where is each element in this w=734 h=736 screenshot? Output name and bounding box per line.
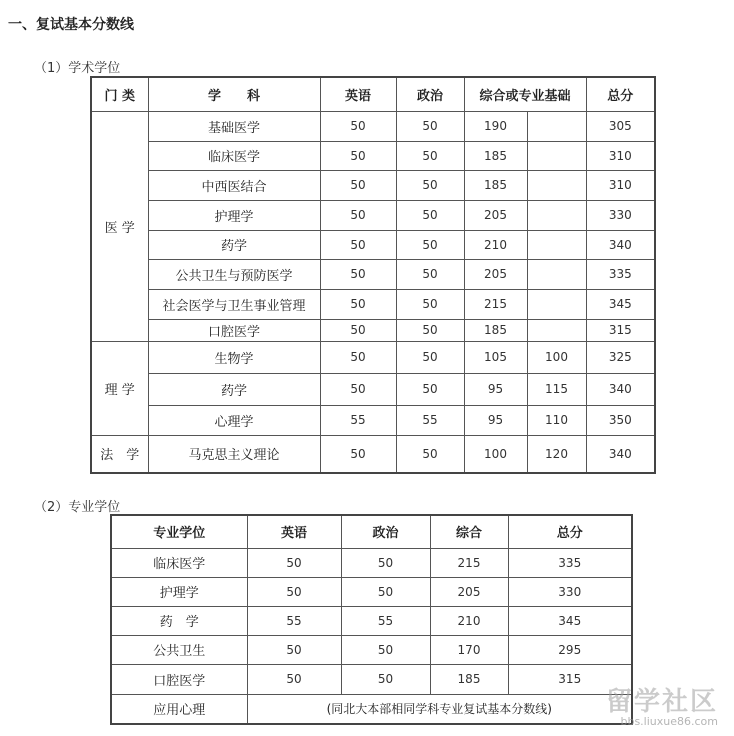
degree-cell: 临床医学 bbox=[111, 548, 247, 577]
comp2-cell bbox=[527, 141, 586, 170]
politics-cell: 55 bbox=[396, 405, 464, 435]
table-row bbox=[111, 694, 632, 724]
total-cell: 350 bbox=[586, 405, 655, 435]
section-title: 一、复试基本分数线 bbox=[8, 17, 134, 33]
comp2-cell bbox=[527, 170, 586, 200]
subject-cell: 药学 bbox=[148, 230, 320, 259]
professional-degree-table bbox=[110, 514, 633, 725]
table-row bbox=[111, 548, 632, 577]
header-category: 门 类 bbox=[91, 77, 148, 111]
english-cell: 50 bbox=[320, 230, 396, 259]
category-law: 法 学 bbox=[91, 435, 148, 473]
comp1-cell: 185 bbox=[464, 319, 527, 341]
category-science: 理 学 bbox=[91, 341, 148, 435]
comp2-cell: 120 bbox=[527, 435, 586, 473]
total-cell: 340 bbox=[586, 230, 655, 259]
english-cell: 50 bbox=[320, 111, 396, 141]
comp-cell: 210 bbox=[430, 606, 508, 635]
comp-cell: 185 bbox=[430, 664, 508, 694]
header-english: 英语 bbox=[247, 515, 341, 548]
subject-cell: 口腔医学 bbox=[148, 319, 320, 341]
watermark-logo: 留学社区 bbox=[605, 687, 718, 717]
academic-header-row bbox=[91, 77, 655, 111]
watermark-url: bbs.liuxue86.com bbox=[620, 715, 718, 728]
total-cell: 340 bbox=[586, 373, 655, 405]
comp-cell: 215 bbox=[430, 548, 508, 577]
comp2-cell bbox=[527, 200, 586, 230]
header-degree: 专业学位 bbox=[111, 515, 247, 548]
table-row bbox=[111, 606, 632, 635]
degree-cell: 公共卫生 bbox=[111, 635, 247, 664]
academic-subtitle: （1）学术学位 bbox=[34, 61, 121, 76]
politics-cell: 50 bbox=[396, 319, 464, 341]
english-cell: 50 bbox=[320, 319, 396, 341]
table-row bbox=[91, 170, 655, 200]
header-subject: 学 科 bbox=[148, 77, 320, 111]
total-cell: 325 bbox=[586, 341, 655, 373]
comp1-cell: 185 bbox=[464, 170, 527, 200]
table-row bbox=[91, 373, 655, 405]
politics-cell: 50 bbox=[396, 289, 464, 319]
politics-cell: 50 bbox=[396, 111, 464, 141]
comp1-cell: 210 bbox=[464, 230, 527, 259]
politics-cell: 50 bbox=[396, 200, 464, 230]
degree-cell: 药 学 bbox=[111, 606, 247, 635]
english-cell: 50 bbox=[320, 435, 396, 473]
comp1-cell: 100 bbox=[464, 435, 527, 473]
total-cell: 340 bbox=[586, 435, 655, 473]
comp1-cell: 205 bbox=[464, 200, 527, 230]
politics-cell: 50 bbox=[396, 259, 464, 289]
total-cell: 335 bbox=[586, 259, 655, 289]
subject-cell: 基础医学 bbox=[148, 111, 320, 141]
politics-cell: 50 bbox=[341, 548, 430, 577]
subject-cell: 社会医学与卫生事业管理 bbox=[148, 289, 320, 319]
total-cell: 330 bbox=[586, 200, 655, 230]
english-cell: 55 bbox=[320, 405, 396, 435]
english-cell: 50 bbox=[247, 664, 341, 694]
comp2-cell bbox=[527, 111, 586, 141]
english-cell: 50 bbox=[247, 577, 341, 606]
english-cell: 50 bbox=[320, 341, 396, 373]
total-cell: 345 bbox=[586, 289, 655, 319]
comp2-cell bbox=[527, 230, 586, 259]
comp1-cell: 105 bbox=[464, 341, 527, 373]
subject-cell: 药学 bbox=[148, 373, 320, 405]
politics-cell: 50 bbox=[396, 341, 464, 373]
subject-cell: 公共卫生与预防医学 bbox=[148, 259, 320, 289]
politics-cell: 50 bbox=[396, 373, 464, 405]
subject-cell: 马克思主义理论 bbox=[148, 435, 320, 473]
politics-cell: 50 bbox=[341, 664, 430, 694]
politics-cell: 55 bbox=[341, 606, 430, 635]
header-total: 总分 bbox=[508, 515, 632, 548]
table-row bbox=[91, 319, 655, 341]
comp1-cell: 190 bbox=[464, 111, 527, 141]
comp-cell: 205 bbox=[430, 577, 508, 606]
professional-header-row bbox=[111, 515, 632, 548]
comp1-cell: 185 bbox=[464, 141, 527, 170]
comp2-cell bbox=[527, 319, 586, 341]
subject-cell: 中西医结合 bbox=[148, 170, 320, 200]
total-cell: 315 bbox=[586, 319, 655, 341]
politics-cell: 50 bbox=[396, 141, 464, 170]
comp1-cell: 205 bbox=[464, 259, 527, 289]
total-cell: 295 bbox=[508, 635, 632, 664]
degree-cell: 应用心理 bbox=[111, 694, 247, 724]
table-row bbox=[91, 230, 655, 259]
politics-cell: 50 bbox=[396, 230, 464, 259]
table-row bbox=[111, 635, 632, 664]
academic-degree-table bbox=[90, 76, 656, 474]
professional-subtitle: （2）专业学位 bbox=[34, 500, 121, 515]
english-cell: 50 bbox=[320, 259, 396, 289]
degree-cell: 口腔医学 bbox=[111, 664, 247, 694]
table-row bbox=[91, 435, 655, 473]
header-comprehensive: 综合 bbox=[430, 515, 508, 548]
table-row bbox=[91, 341, 655, 373]
comp2-cell bbox=[527, 289, 586, 319]
total-cell: 330 bbox=[508, 577, 632, 606]
total-cell: 310 bbox=[586, 170, 655, 200]
degree-cell: 护理学 bbox=[111, 577, 247, 606]
subject-cell: 护理学 bbox=[148, 200, 320, 230]
header-total: 总分 bbox=[586, 77, 655, 111]
english-cell: 50 bbox=[320, 289, 396, 319]
table-row bbox=[91, 259, 655, 289]
subject-cell: 心理学 bbox=[148, 405, 320, 435]
header-politics: 政治 bbox=[396, 77, 464, 111]
total-cell: 315 bbox=[508, 664, 632, 694]
header-comprehensive: 综合或专业基础 bbox=[464, 77, 586, 111]
table-row bbox=[91, 200, 655, 230]
comp2-cell: 100 bbox=[527, 341, 586, 373]
total-cell: 305 bbox=[586, 111, 655, 141]
english-cell: 50 bbox=[320, 200, 396, 230]
english-cell: 50 bbox=[320, 373, 396, 405]
category-medicine: 医 学 bbox=[91, 111, 148, 341]
header-english: 英语 bbox=[320, 77, 396, 111]
comp2-cell: 115 bbox=[527, 373, 586, 405]
total-cell: 335 bbox=[508, 548, 632, 577]
subject-cell: 生物学 bbox=[148, 341, 320, 373]
politics-cell: 50 bbox=[341, 635, 430, 664]
comp2-cell bbox=[527, 259, 586, 289]
politics-cell: 50 bbox=[341, 577, 430, 606]
comp1-cell: 95 bbox=[464, 405, 527, 435]
politics-cell: 50 bbox=[396, 170, 464, 200]
header-politics: 政治 bbox=[341, 515, 430, 548]
table-row bbox=[111, 577, 632, 606]
table-row bbox=[111, 664, 632, 694]
comp2-cell: 110 bbox=[527, 405, 586, 435]
table-row bbox=[91, 405, 655, 435]
english-cell: 50 bbox=[320, 141, 396, 170]
table-row bbox=[91, 141, 655, 170]
total-cell: 345 bbox=[508, 606, 632, 635]
comp1-cell: 95 bbox=[464, 373, 527, 405]
subject-cell: 临床医学 bbox=[148, 141, 320, 170]
politics-cell: 50 bbox=[396, 435, 464, 473]
english-cell: 55 bbox=[247, 606, 341, 635]
total-cell: 310 bbox=[586, 141, 655, 170]
table-row bbox=[91, 289, 655, 319]
comp1-cell: 215 bbox=[464, 289, 527, 319]
comp-cell: 170 bbox=[430, 635, 508, 664]
table-row bbox=[91, 111, 655, 141]
english-cell: 50 bbox=[320, 170, 396, 200]
english-cell: 50 bbox=[247, 635, 341, 664]
english-cell: 50 bbox=[247, 548, 341, 577]
note-cell: (同北大本部相同学科专业复试基本分数线) bbox=[247, 694, 632, 724]
